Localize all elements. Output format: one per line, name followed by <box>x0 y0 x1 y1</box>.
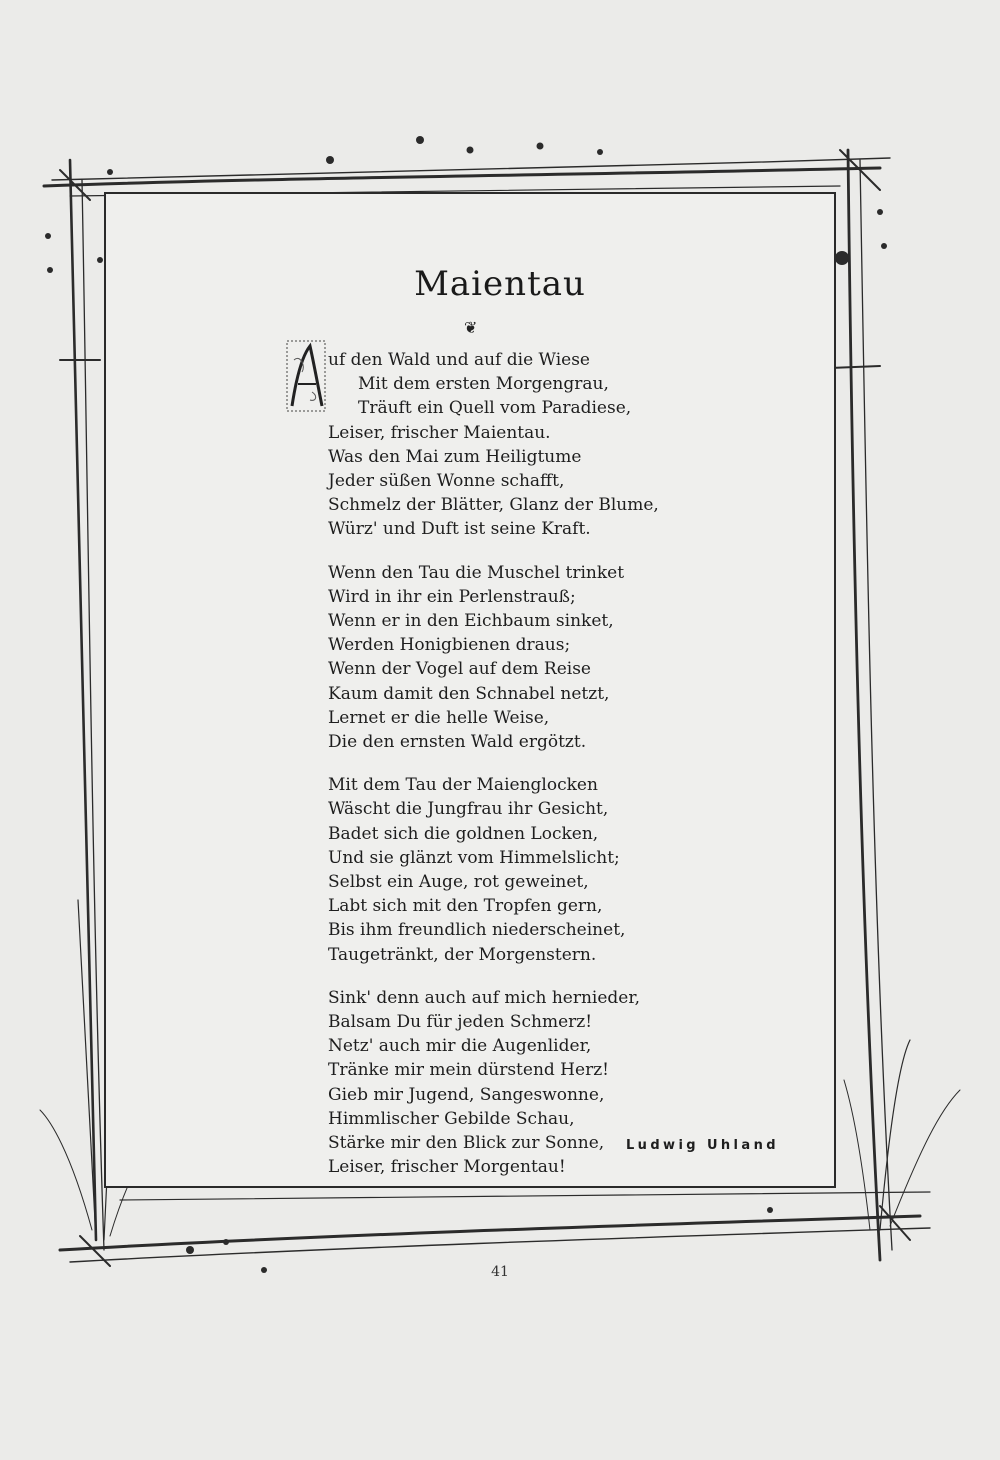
drop-cap-initial <box>286 340 326 412</box>
poem-line: Tränke mir mein dürstend Herz! <box>328 1060 609 1081</box>
poem-line: Mit dem ersten Morgengrau, <box>358 374 609 395</box>
poem-line: Träuft ein Quell vom Paradiese, <box>358 398 632 419</box>
stanza <box>328 561 748 755</box>
author-signature: Ludwig Uhland <box>626 1138 779 1153</box>
poem-line: Wäscht die Jungfrau ihr Gesicht, <box>328 799 609 820</box>
poem-line: Würz' und Duft ist seine Kraft. <box>328 519 591 540</box>
stanza <box>328 348 748 542</box>
poem-line: Kaum damit den Schnabel netzt, <box>328 683 610 704</box>
poem-line: Was den Mai zum Heiligtume <box>328 446 582 467</box>
poem-line: Lernet er die helle Weise, <box>328 707 550 728</box>
poem-line: uf den Wald und auf die Wiese <box>328 350 590 370</box>
poem-line: Wenn den Tau die Muschel trinket <box>328 562 625 583</box>
poem-line: Badet sich die goldnen Locken, <box>328 823 599 844</box>
poem-line: Sink' denn auch auf mich hernieder, <box>328 987 641 1008</box>
poem-line: Schmelz der Blätter, Glanz der Blume, <box>328 495 659 516</box>
poem-line: Jeder süßen Wonne schafft, <box>328 471 565 492</box>
poem-line: Himmlischer Gebilde Schau, <box>328 1108 575 1129</box>
poem-line: Bis ihm freundlich niederscheinet, <box>328 920 626 941</box>
poem-line: Labt sich mit den Tropfen gern, <box>328 896 603 917</box>
poem-line: Taugetränkt, der Morgenstern. <box>328 944 597 965</box>
poem-line: Leiser, frischer Morgentau! <box>328 1157 566 1178</box>
poem-line: Wenn er in den Eichbaum sinket, <box>328 611 614 632</box>
poem-line: Die den ernsten Wald ergötzt. <box>328 732 587 753</box>
page-number: 41 <box>491 1264 509 1280</box>
poem-line: Werden Honigbienen draus; <box>328 635 571 656</box>
poem-title: Maientau <box>414 264 586 304</box>
poem-line: Wird in ihr ein Perlenstrauß; <box>328 586 576 607</box>
poem-line: Gieb mir Jugend, Sangeswonne, <box>328 1084 605 1105</box>
poem-line: Wenn der Vogel auf dem Reise <box>328 659 591 680</box>
poem-body <box>328 348 748 1199</box>
title-ornament-icon: ❦ <box>464 318 478 337</box>
poem-line: Mit dem Tau der Maienglocken <box>328 775 598 796</box>
stanza <box>328 773 748 967</box>
poem-line: Balsam Du für jeden Schmerz! <box>328 1012 593 1033</box>
poem-line: Selbst ein Auge, rot geweinet, <box>328 872 589 893</box>
poem-line: Stärke mir den Blick zur Sonne, <box>328 1133 605 1154</box>
poem-line: Leiser, frischer Maientau. <box>328 422 551 443</box>
poem-line: Netz' auch mir die Augenlider, <box>328 1036 592 1057</box>
poem-line: Und sie glänzt vom Himmelslicht; <box>328 847 620 868</box>
